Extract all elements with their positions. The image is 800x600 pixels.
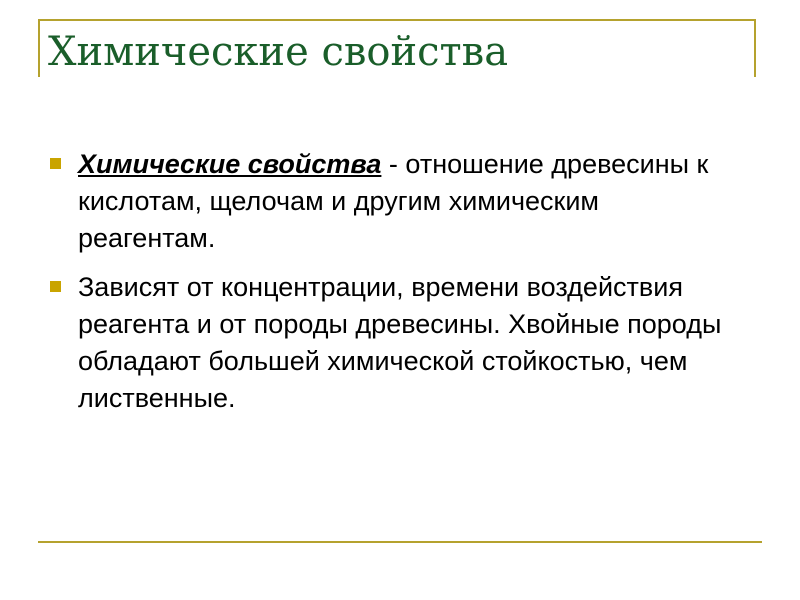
bullet-item-dependency: [48, 269, 738, 417]
square-bullet-icon: [50, 158, 61, 169]
dependency-text: Зависят от концентрации, времени воздействия реагента и от породы древесины. Хвойные породы обладают большей химической стойкостью, чем лиственные.: [78, 272, 722, 413]
defined-term: Химические свойства: [78, 149, 382, 179]
definition-text: - отношение древесины к кислотам, щелочам и другим химическим реагентам.: [78, 149, 709, 253]
title-frame-top-line: [38, 19, 756, 21]
slide-title: Химические свойства: [48, 29, 509, 75]
bullet-list: [48, 146, 738, 429]
square-bullet-icon: [50, 281, 61, 292]
title-frame-right-line: [754, 19, 756, 77]
bottom-divider-line: [38, 541, 762, 543]
title-frame-left-line: [38, 19, 40, 77]
bullet-item-definition: [48, 146, 738, 257]
